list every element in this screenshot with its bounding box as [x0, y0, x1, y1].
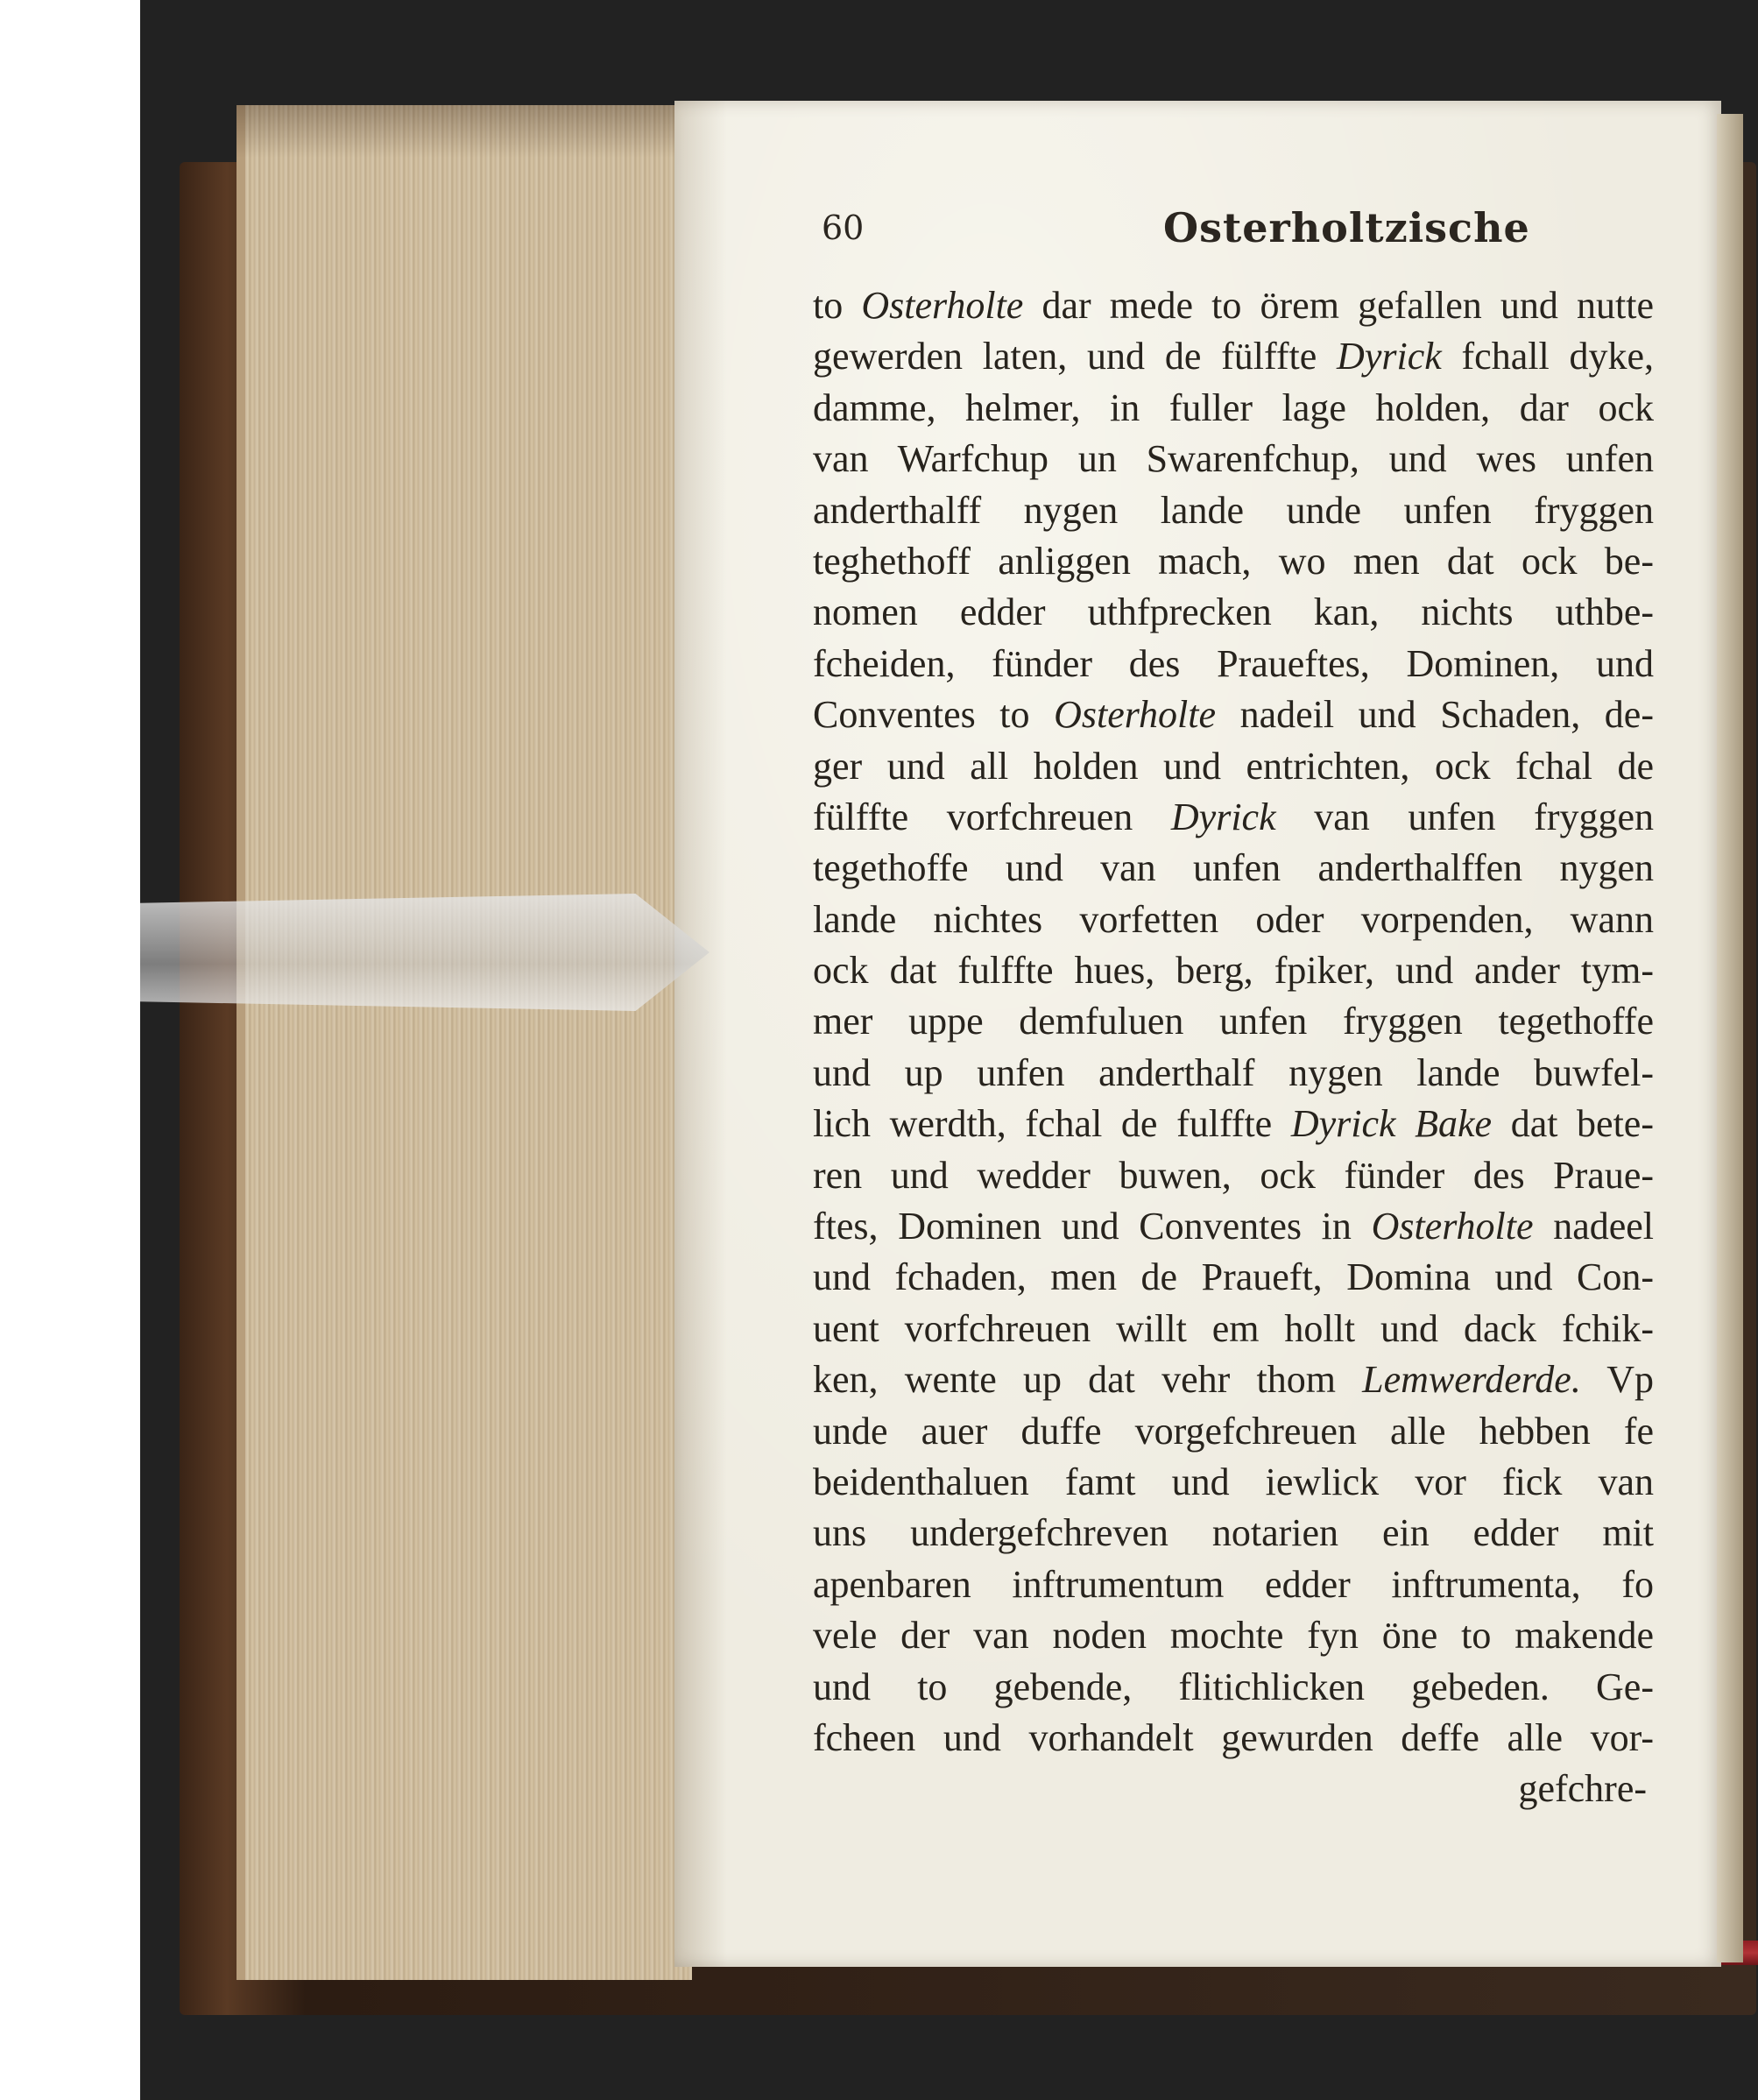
bookmark-strip — [140, 894, 710, 1011]
text-line — [813, 1508, 1654, 1559]
text-segment: ken, wente up dat vehr thom — [813, 1358, 1363, 1402]
text-line — [813, 894, 1654, 945]
italic-name: Dyrick Bake — [1290, 1102, 1493, 1146]
page-number: 60 — [822, 209, 865, 247]
text-line — [813, 1150, 1654, 1201]
text-line — [813, 1559, 1654, 1610]
text-line — [813, 536, 1654, 587]
text-segment: ren und wedder buwen, ock fünder des Praue- — [813, 1153, 1654, 1197]
text-line — [813, 280, 1654, 331]
text-line — [813, 1354, 1654, 1405]
text-segment: nomen edder uthfprecken kan, nichts uthbe- — [813, 590, 1654, 634]
left-margin-blank — [0, 0, 140, 2100]
text-line — [813, 1610, 1654, 1661]
text-segment: fchall dyke, — [1441, 335, 1654, 378]
italic-name: Osterholte — [1371, 1205, 1534, 1248]
text-line — [813, 1048, 1654, 1099]
text-line — [813, 945, 1654, 996]
text-line — [813, 689, 1654, 740]
text-segment: lande nichtes vorfetten oder vorpenden, wann — [813, 897, 1654, 941]
text-segment: tegethoffe und van unfen anderthalffen nygen — [813, 846, 1654, 890]
page-header — [822, 197, 1530, 258]
text-segment: gefchre- — [1518, 1767, 1647, 1811]
text-line — [813, 741, 1654, 792]
text-line — [813, 1304, 1654, 1354]
text-segment: damme, helmer, in fuller lage holden, dar ock — [813, 385, 1654, 429]
text-segment: teghethoff anliggen mach, wo men dat ock be- — [813, 539, 1654, 583]
text-segment: ger und all holden und entrichten, ock fchal de — [813, 744, 1654, 788]
text-line — [813, 1201, 1654, 1252]
text-line — [813, 639, 1654, 689]
text-segment: und to gebende, flitichlicken gebeden. Ge- — [813, 1665, 1654, 1708]
text-line — [813, 1252, 1654, 1303]
text-line — [813, 1099, 1654, 1149]
text-line — [813, 383, 1654, 434]
text-segment: und fchaden, men de Praueft, Domina und Con- — [813, 1255, 1654, 1299]
text-line — [813, 1457, 1654, 1508]
text-segment: dat bete- — [1492, 1102, 1654, 1146]
text-segment: uent vorfchreuen willt em hollt und dack fchik- — [813, 1306, 1654, 1350]
text-segment: dar mede to örem gefallen und nutte — [1023, 284, 1654, 327]
text-segment: vele der van noden mochte fyn öne to makende — [813, 1614, 1654, 1658]
text-line — [813, 485, 1654, 536]
text-segment: beidenthaluen famt und iewlick vor fick van — [813, 1460, 1654, 1503]
text-line — [813, 843, 1654, 894]
text-segment: nadeil und Schaden, de- — [1216, 693, 1654, 737]
page-right-edge — [1717, 114, 1743, 1962]
text-segment: van unfen fryggen — [1275, 795, 1654, 838]
text-segment: van Warfchup un Swarenfchup, und wes unfen — [813, 437, 1654, 481]
text-line — [813, 996, 1654, 1047]
text-segment: fülffte vorfchreuen — [813, 795, 1171, 838]
italic-name: Lemwerderde. — [1362, 1358, 1581, 1402]
text-segment: uns undergefchreven notarien ein edder mit — [813, 1511, 1654, 1555]
text-line — [813, 434, 1654, 484]
text-line — [813, 1662, 1654, 1713]
catchword — [813, 1764, 1654, 1814]
text-segment: Conventes to — [813, 693, 1055, 737]
text-segment: und up unfen anderthalf nygen lande buwfel- — [813, 1050, 1654, 1094]
text-segment: gewerden laten, und de fülffte — [813, 335, 1338, 378]
text-line — [813, 331, 1654, 382]
text-line — [813, 792, 1654, 843]
text-segment: ftes, Dominen und Conventes in — [813, 1205, 1372, 1248]
text-segment: mer uppe demfuluen unfen fryggen tegethoffe — [813, 1000, 1654, 1043]
text-line — [813, 1406, 1654, 1457]
text-segment: Vp — [1580, 1358, 1654, 1402]
text-segment: lich werdth, fchal de fulffte — [813, 1102, 1291, 1146]
text-segment: anderthalff nygen lande unde unfen fryggen — [813, 488, 1654, 532]
page-block-shadow — [237, 105, 683, 158]
text-segment: apenbaren inftrumentum edder inftrumenta, fo — [813, 1562, 1654, 1606]
body-text — [813, 280, 1654, 1815]
italic-name: Dyrick — [1337, 335, 1442, 378]
page-block-edge — [237, 105, 692, 1980]
italic-name: Dyrick — [1170, 795, 1276, 838]
italic-name: Osterholte — [1054, 693, 1217, 737]
text-segment: ock dat fulffte hues, berg, fpiker, und ander tym- — [813, 949, 1654, 993]
text-segment: fcheiden, fünder des Praueftes, Dominen, und — [813, 641, 1654, 685]
running-title: Osterholtzische — [1163, 204, 1530, 251]
italic-name: Osterholte — [861, 284, 1024, 327]
text-segment: unde auer duffe vorgefchreuen alle hebben fe — [813, 1409, 1654, 1453]
text-segment: nadeel — [1533, 1205, 1655, 1248]
text-line — [813, 587, 1654, 638]
text-segment: fcheen und vorhandelt gewurden deffe alle vor- — [813, 1715, 1654, 1759]
text-line — [813, 1713, 1654, 1764]
text-segment: to — [813, 284, 862, 327]
